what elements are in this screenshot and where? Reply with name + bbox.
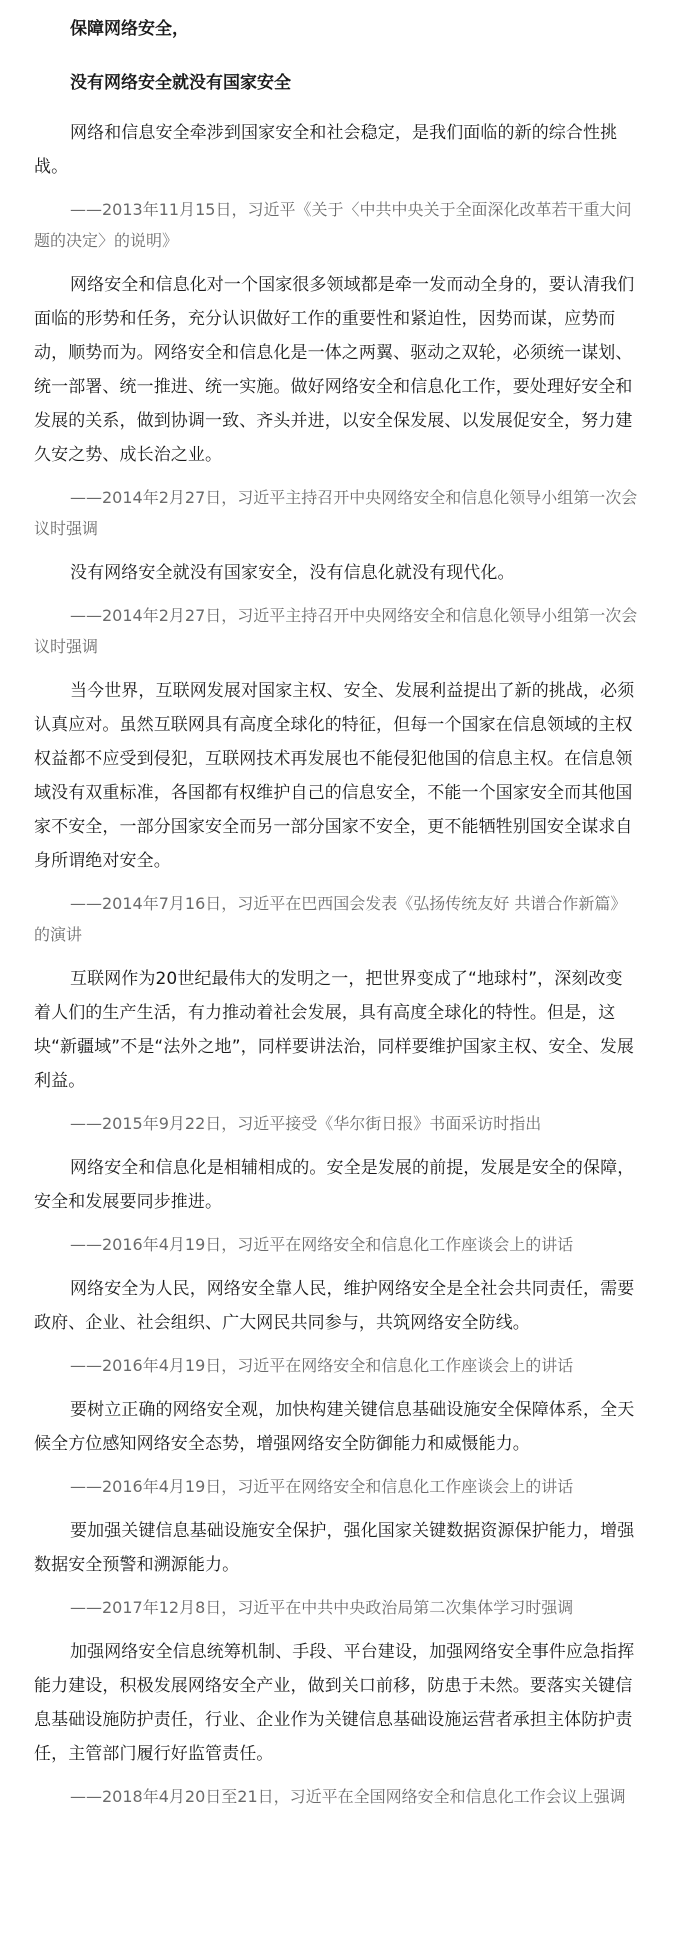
quote-paragraph: 网络和信息安全牵涉到国家安全和社会稳定，是我们面临的新的综合性挑战。: [34, 123, 618, 177]
quote-source: ——2014年2月27日，习近平主持召开中央网络安全和信息化领导小组第一次会议时强调: [34, 606, 638, 656]
quote-paragraph: 网络安全和信息化是相辅相成的。安全是发展的前提，发展是安全的保障，安全和发展要同步推进。: [34, 1158, 635, 1212]
quote-source: ——2015年9月22日，习近平接受《华尔街日报》书面采访时指出: [70, 1114, 542, 1133]
quote-source: ——2014年7月16日，习近平在巴西国会发表《弘扬传统友好 共谱合作新篇》的演讲: [34, 894, 627, 944]
quote-paragraph: 网络安全和信息化对一个国家很多领域都是牵一发而动全身的，要认清我们面临的形势和任务，充分认识做好工作的重要性和紧迫性，因势而谋，应势而动，顺势而为。网络安全和信息化是一体之两翼、驱动之双轮，必须统一谋划、统一部署、统一推进、统一实施。做好网络安全和信息化工作，要处理好安全和发展的关系，做到协调一致、齐头并进，以安全保发展、以发展促安全，努力建久安之势、成长治之业。: [34, 275, 635, 465]
quote-source: ——2016年4月19日，习近平在网络安全和信息化工作座谈会上的讲话: [70, 1477, 574, 1496]
quote-paragraph: 要树立正确的网络安全观，加快构建关键信息基础设施安全保障体系，全天候全方位感知网络安全态势，增强网络安全防御能力和威慑能力。: [34, 1400, 635, 1454]
quote-source: ——2016年4月19日，习近平在网络安全和信息化工作座谈会上的讲话: [70, 1356, 574, 1375]
quote-source: ——2013年11月15日，习近平《关于〈中共中央关于全面深化改革若干重大问题的决定〉的说明》: [34, 200, 632, 250]
quote-paragraph: 互联网作为20世纪最伟大的发明之一，把世界变成了“地球村”，深刻改变着人们的生产生活，有力推动着社会发展，具有高度全球化的特性。但是，这块“新疆域”不是“法外之地”，同样要讲法治，同样要维护国家主权、安全、发展利益。: [34, 969, 634, 1091]
quote-source: ——2014年2月27日，习近平主持召开中央网络安全和信息化领导小组第一次会议时强调: [34, 488, 638, 538]
quote-paragraph: 没有网络安全就没有国家安全，没有信息化就没有现代化。: [70, 563, 515, 583]
quote-source: ——2017年12月8日，习近平在中共中央政治局第二次集体学习时强调: [70, 1598, 574, 1617]
quote-paragraph: 加强网络安全信息统筹机制、手段、平台建设，加强网络安全事件应急指挥能力建设，积极发展网络安全产业，做到关口前移，防患于未然。要落实关键信息基础设施防护责任，行业、企业作为关键信息基础设施运营者承担主体防护责任，主管部门履行好监管责任。: [34, 1642, 635, 1764]
quote-paragraph: 网络安全为人民，网络安全靠人民，维护网络安全是全社会共同责任，需要政府、企业、社会组织、广大网民共同参与，共筑网络安全防线。: [34, 1279, 635, 1333]
quote-paragraph: 当今世界，互联网发展对国家主权、安全、发展利益提出了新的挑战，必须认真应对。虽然互联网具有高度全球化的特征，但每一个国家在信息领域的主权权益都不应受到侵犯，互联网技术再发展也不能侵犯他国的信息主权。在信息领域没有双重标准，各国都有权维护自己的信息安全，不能一个国家安全而其他国家不安全，一部分国家安全而另一部分国家不安全，更不能牺牲别国安全谋求自身所谓绝对安全。: [34, 681, 635, 871]
quote-source: ——2016年4月19日，习近平在网络安全和信息化工作座谈会上的讲话: [70, 1235, 574, 1254]
title-line-1: 保障网络安全，: [70, 19, 189, 39]
quote-source: ——2018年4月20日至21日，习近平在全国网络安全和信息化工作会议上强调: [70, 1787, 626, 1806]
quote-paragraph: 要加强关键信息基础设施安全保护，强化国家关键数据资源保护能力，增强数据安全预警和溯源能力。: [34, 1521, 635, 1575]
title-line-2: 没有网络安全就没有国家安全: [70, 73, 291, 93]
